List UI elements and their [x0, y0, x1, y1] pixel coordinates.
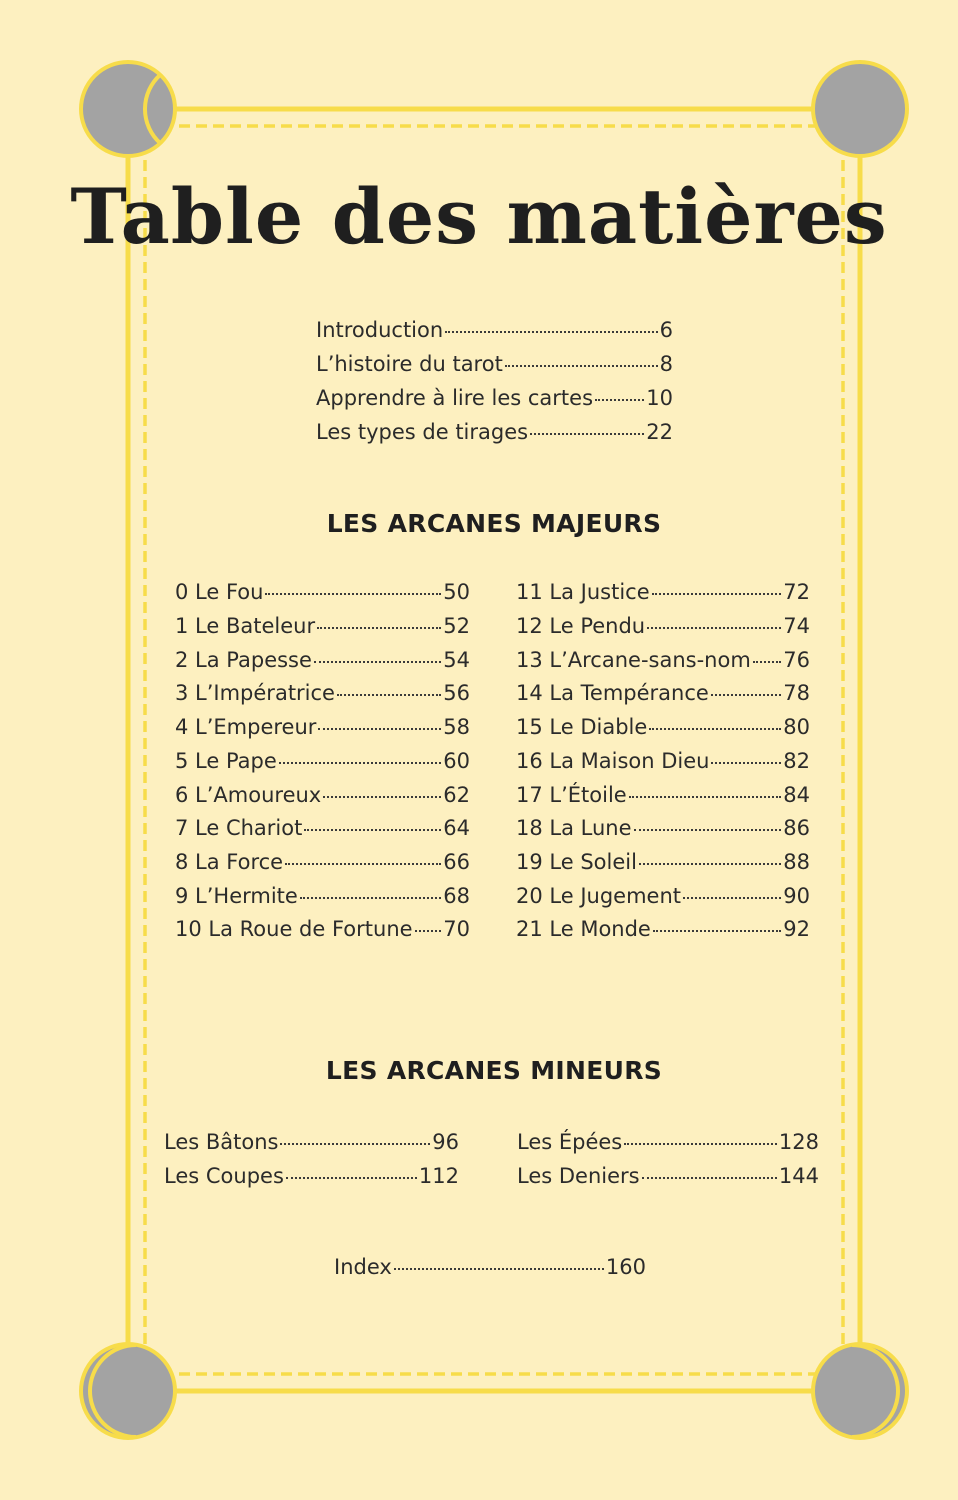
- toc-entry-majeur[interactable]: [516, 816, 810, 840]
- toc-entry-majeur[interactable]: [175, 816, 470, 840]
- dot-leader: [317, 627, 441, 629]
- toc-entry-label: 13 L’Arcane-sans-nom: [516, 648, 751, 672]
- toc-entry-page: 6: [659, 318, 673, 342]
- toc-entry-page: 62: [443, 783, 470, 807]
- dot-leader: [415, 930, 442, 932]
- dot-leader: [652, 593, 782, 595]
- toc-entry-page: 86: [783, 816, 810, 840]
- dot-leader: [300, 897, 441, 899]
- toc-entry-label: 2 La Papesse: [175, 648, 312, 672]
- page-title: Table des matières: [70, 172, 888, 261]
- toc-entry-page: 22: [646, 420, 673, 444]
- dot-leader: [753, 661, 781, 663]
- dot-leader: [642, 1177, 777, 1179]
- toc-entry-page: 96: [432, 1130, 459, 1154]
- toc-entry-label: Introduction: [316, 318, 444, 342]
- toc-entry-majeur[interactable]: [516, 715, 810, 739]
- toc-entry-majeur[interactable]: [516, 850, 810, 874]
- moon-icon: [81, 62, 175, 156]
- dot-leader: [634, 829, 782, 831]
- toc-entry-majeur[interactable]: [175, 783, 470, 807]
- dot-leader: [318, 728, 441, 730]
- toc-entry-page: 72: [783, 580, 810, 604]
- toc-entry-label: 0 Le Fou: [175, 580, 264, 604]
- toc-entry-page: 144: [778, 1164, 819, 1188]
- moon-icon: [81, 1344, 175, 1438]
- toc-entry-page: 82: [783, 749, 810, 773]
- toc-entry-page: 76: [783, 648, 810, 672]
- toc-entry-page: 60: [443, 749, 470, 773]
- toc-entry-index[interactable]: [334, 1255, 646, 1279]
- toc-entry-page: 58: [443, 715, 470, 739]
- toc-entry-page: 64: [443, 816, 470, 840]
- toc-entry-label: 20 Le Jugement: [516, 884, 681, 908]
- toc-entry-label: 3 L’Impératrice: [175, 681, 335, 705]
- toc-entry-label: 18 La Lune: [516, 816, 632, 840]
- toc-entry-tirages[interactable]: [316, 420, 673, 444]
- dot-leader: [530, 433, 644, 435]
- dot-leader: [279, 762, 441, 764]
- dot-leader: [286, 1177, 417, 1179]
- toc-entry-page: 74: [783, 614, 810, 638]
- toc-entry-apprendre[interactable]: [316, 386, 673, 410]
- toc-entry-page: 56: [443, 681, 470, 705]
- dot-leader: [653, 930, 781, 932]
- toc-entry-majeur[interactable]: [175, 648, 470, 672]
- toc-entry-majeur[interactable]: [516, 681, 810, 705]
- dot-leader: [649, 728, 781, 730]
- dot-leader: [445, 331, 657, 333]
- dot-leader: [304, 829, 441, 831]
- toc-entry-label: 8 La Force: [175, 850, 284, 874]
- toc-entry-label: Les Coupes: [164, 1164, 284, 1188]
- dot-leader: [314, 661, 441, 663]
- toc-entry-majeur[interactable]: [175, 850, 470, 874]
- toc-entry-page: 10: [646, 386, 673, 410]
- toc-entry-page: 54: [443, 648, 470, 672]
- toc-entry-majeur[interactable]: [175, 681, 470, 705]
- toc-entry-page: 66: [443, 850, 470, 874]
- toc-entry-page: 112: [418, 1164, 459, 1188]
- toc-entry-label: 9 L’Hermite: [175, 884, 298, 908]
- dot-leader: [639, 863, 781, 865]
- dot-leader: [394, 1268, 604, 1270]
- toc-entry-label: Les Deniers: [517, 1164, 640, 1188]
- dot-leader: [595, 399, 644, 401]
- toc-entry-majeur[interactable]: [516, 783, 810, 807]
- toc-entry-label: 17 L’Étoile: [516, 783, 627, 807]
- toc-entry-introduction[interactable]: [316, 318, 673, 342]
- toc-entry-label: 11 La Justice: [516, 580, 650, 604]
- toc-entry-page: 128: [778, 1130, 819, 1154]
- toc-entry-majeur[interactable]: [516, 749, 810, 773]
- toc-entry-page: 8: [659, 352, 673, 376]
- toc-entry-mineur[interactable]: [517, 1130, 819, 1154]
- toc-entry-label: 7 Le Chariot: [175, 816, 303, 840]
- toc-entry-majeur[interactable]: [175, 749, 470, 773]
- toc-entry-majeur[interactable]: [175, 884, 470, 908]
- dot-leader: [280, 1143, 430, 1145]
- toc-entry-label: 12 Le Pendu: [516, 614, 646, 638]
- dot-leader: [323, 796, 441, 798]
- toc-entry-label: Les Bâtons: [164, 1130, 279, 1154]
- toc-entry-page: 52: [443, 614, 470, 638]
- toc-entry-label: 21 Le Monde: [516, 917, 651, 941]
- dot-leader: [265, 593, 441, 595]
- dot-leader: [505, 365, 658, 367]
- toc-entry-page: 68: [443, 884, 470, 908]
- dot-leader: [285, 863, 441, 865]
- toc-entry-label: 16 La Maison Dieu: [516, 749, 710, 773]
- toc-entry-majeur[interactable]: [516, 648, 810, 672]
- toc-entry-page: 78: [783, 681, 810, 705]
- toc-entry-majeur[interactable]: [175, 715, 470, 739]
- dot-leader: [683, 897, 781, 899]
- toc-entry-label: 4 L’Empereur: [175, 715, 317, 739]
- moon-icon: [813, 62, 907, 156]
- toc-entry-label: 1 Le Bateleur: [175, 614, 316, 638]
- toc-entry-majeur[interactable]: [516, 884, 810, 908]
- toc-entry-page: 70: [443, 917, 470, 941]
- toc-entry-majeur[interactable]: [175, 614, 470, 638]
- toc-entry-page: 50: [443, 580, 470, 604]
- toc-entry-page: 92: [783, 917, 810, 941]
- toc-entry-mineur[interactable]: [517, 1164, 819, 1188]
- toc-entry-majeur[interactable]: [175, 917, 470, 941]
- toc-entry-label: Les types de tirages: [316, 420, 529, 444]
- dot-leader: [711, 762, 781, 764]
- dot-leader: [647, 627, 781, 629]
- section-heading-mineurs: LES ARCANES MINEURS: [325, 1056, 663, 1085]
- toc-entry-page: 90: [783, 884, 810, 908]
- toc-entry-majeur[interactable]: [175, 580, 470, 604]
- dot-leader: [629, 796, 782, 798]
- toc-entry-majeur[interactable]: [516, 614, 810, 638]
- toc-entry-mineur[interactable]: [164, 1130, 459, 1154]
- toc-entry-majeur[interactable]: [516, 917, 810, 941]
- toc-entry-label: 6 L’Amoureux: [175, 783, 322, 807]
- toc-entry-mineur[interactable]: [164, 1164, 459, 1188]
- dot-leader: [337, 694, 441, 696]
- dot-leader: [711, 694, 781, 696]
- moon-icon: [813, 1344, 907, 1438]
- toc-entry-label: 14 La Tempérance: [516, 681, 709, 705]
- toc-entry-label: 19 Le Soleil: [516, 850, 637, 874]
- section-heading-majeurs: LES ARCANES MAJEURS: [326, 509, 662, 538]
- toc-entry-label: Apprendre à lire les cartes: [316, 386, 594, 410]
- toc-entry-histoire[interactable]: [316, 352, 673, 376]
- toc-entry-label: Les Épées: [517, 1130, 623, 1154]
- toc-entry-majeur[interactable]: [516, 580, 810, 604]
- toc-entry-page: 88: [783, 850, 810, 874]
- dot-leader: [624, 1143, 777, 1145]
- toc-entry-label: 10 La Roue de Fortune: [175, 917, 413, 941]
- toc-entry-page: 80: [783, 715, 810, 739]
- toc-entry-label: 15 Le Diable: [516, 715, 648, 739]
- toc-entry-label: 5 Le Pape: [175, 749, 277, 773]
- toc-entry-page: 84: [783, 783, 810, 807]
- toc-entry-page: 160: [605, 1255, 646, 1279]
- toc-entry-label: L’histoire du tarot: [316, 352, 503, 376]
- toc-entry-label: Index: [334, 1255, 392, 1279]
